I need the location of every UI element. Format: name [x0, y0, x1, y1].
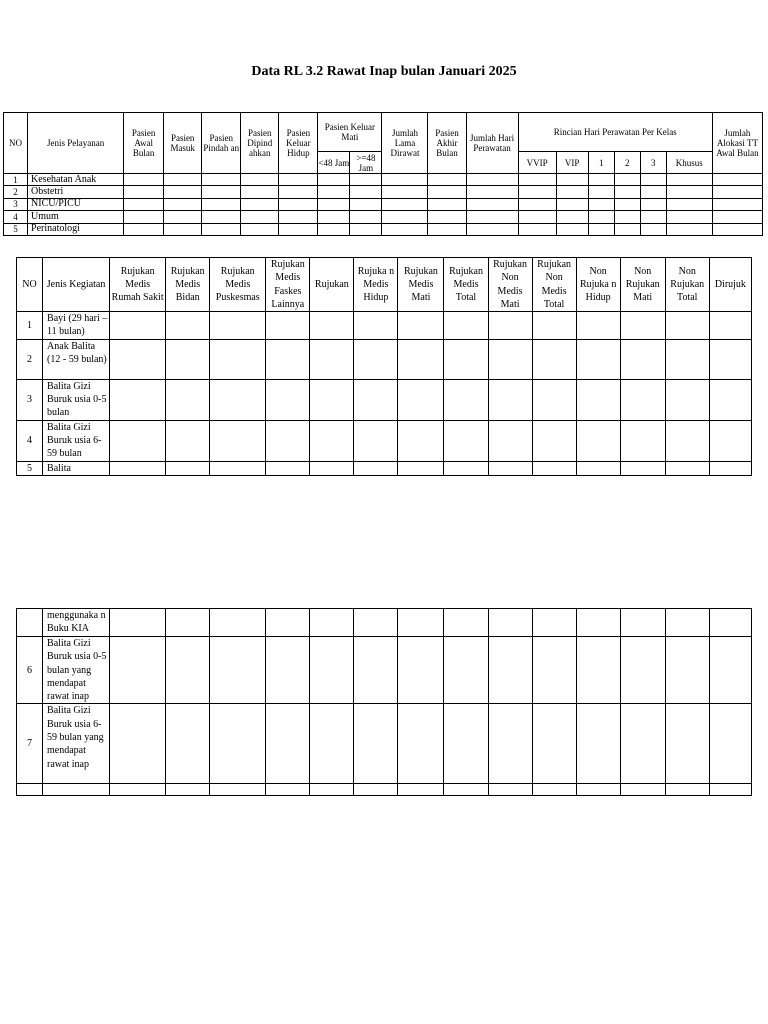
table-row	[17, 637, 752, 704]
table-row	[17, 420, 752, 461]
row-number: 5	[17, 461, 43, 475]
data-cell[interactable]	[532, 461, 576, 475]
data-cell[interactable]	[310, 420, 354, 461]
row-number: 4	[4, 211, 28, 223]
data-cell[interactable]	[350, 198, 382, 210]
data-cell[interactable]	[532, 339, 576, 379]
row-number	[17, 609, 43, 637]
data-cell[interactable]	[382, 211, 428, 223]
data-cell[interactable]	[279, 174, 318, 186]
data-cell[interactable]	[614, 198, 640, 210]
data-cell[interactable]	[444, 339, 488, 379]
data-cell[interactable]	[310, 339, 354, 379]
data-cell[interactable]	[620, 637, 665, 704]
data-cell[interactable]	[310, 609, 354, 637]
data-cell[interactable]	[466, 186, 518, 198]
data-cell[interactable]	[444, 379, 488, 420]
row-label: Balita	[43, 461, 110, 475]
data-cell[interactable]	[318, 223, 350, 235]
data-cell[interactable]	[709, 312, 751, 340]
row-label: Perinatologi	[28, 223, 124, 235]
data-cell[interactable]	[576, 784, 620, 796]
data-cell[interactable]	[202, 223, 241, 235]
data-cell[interactable]	[382, 174, 428, 186]
data-cell[interactable]	[398, 379, 444, 420]
col-jumlah-hari-perawatan: Jumlah Hari Perawatan	[466, 113, 518, 174]
data-cell[interactable]	[488, 461, 532, 475]
data-cell[interactable]	[350, 186, 382, 198]
table-row	[4, 174, 763, 186]
data-cell[interactable]	[310, 312, 354, 340]
data-cell[interactable]	[532, 312, 576, 340]
data-cell[interactable]	[488, 704, 532, 784]
data-cell[interactable]	[398, 784, 444, 796]
row-number: 7	[17, 704, 43, 784]
data-cell[interactable]	[266, 379, 310, 420]
data-cell[interactable]	[350, 174, 382, 186]
data-cell[interactable]	[665, 784, 709, 796]
data-cell[interactable]	[398, 420, 444, 461]
data-cell[interactable]	[712, 223, 762, 235]
data-cell[interactable]	[576, 461, 620, 475]
row-label: menggunaka n Buku KIA	[43, 609, 110, 637]
data-cell[interactable]	[518, 211, 556, 223]
data-cell[interactable]	[354, 704, 398, 784]
col-rujukan-non-medis-mati: Rujukan Non Medis Mati	[488, 258, 532, 312]
data-cell[interactable]	[576, 637, 620, 704]
data-cell[interactable]	[382, 186, 428, 198]
table-row	[17, 379, 752, 420]
col-kelas-vip: VIP	[556, 152, 588, 174]
data-cell[interactable]	[620, 704, 665, 784]
col-pasien-keluar-mati: Pasien Keluar Mati	[318, 113, 382, 152]
col-pasien-awal-bulan: Pasien Awal Bulan	[124, 113, 164, 174]
data-cell[interactable]	[576, 312, 620, 340]
data-cell[interactable]	[350, 211, 382, 223]
data-cell[interactable]	[428, 174, 466, 186]
data-cell[interactable]	[398, 339, 444, 379]
data-cell[interactable]	[310, 637, 354, 704]
data-cell[interactable]	[532, 379, 576, 420]
col-non-rujukan-total: Non Rujukan Total	[665, 258, 709, 312]
data-cell[interactable]	[588, 198, 614, 210]
row-label: Balita Gizi Buruk usia 0-5 bulan yang mendapat rawat inap	[43, 637, 110, 704]
col-rujukan-medis-mati: Rujukan Medis Mati	[398, 258, 444, 312]
data-cell[interactable]	[110, 339, 166, 379]
rl32-body	[4, 174, 763, 236]
data-cell[interactable]	[665, 420, 709, 461]
row-number: 2	[17, 339, 43, 379]
col-kelas-vvip: VVIP	[518, 152, 556, 174]
data-cell[interactable]	[241, 174, 279, 186]
data-cell[interactable]	[709, 784, 751, 796]
data-cell[interactable]	[279, 211, 318, 223]
col-mati-lt48: <48 Jam	[318, 152, 350, 174]
data-cell[interactable]	[266, 637, 310, 704]
rujukan-continuation-table	[16, 608, 752, 796]
col-no: NO	[17, 258, 43, 312]
data-cell[interactable]	[202, 174, 241, 186]
data-cell[interactable]	[712, 186, 762, 198]
data-cell[interactable]	[202, 211, 241, 223]
table-row	[4, 211, 763, 223]
data-cell[interactable]	[709, 461, 751, 475]
data-cell[interactable]	[709, 637, 751, 704]
data-cell[interactable]	[310, 379, 354, 420]
data-cell[interactable]	[241, 186, 279, 198]
data-cell[interactable]	[444, 637, 488, 704]
data-cell[interactable]	[428, 186, 466, 198]
row-label	[43, 784, 110, 796]
data-cell[interactable]	[164, 198, 202, 210]
col-pasien-akhir-bulan: Pasien Akhir Bulan	[428, 113, 466, 174]
data-cell[interactable]	[279, 223, 318, 235]
data-cell[interactable]	[665, 704, 709, 784]
data-cell[interactable]	[210, 420, 266, 461]
table-row	[17, 461, 752, 475]
data-cell[interactable]	[640, 186, 666, 198]
data-cell[interactable]	[488, 784, 532, 796]
data-cell[interactable]	[110, 784, 166, 796]
data-cell[interactable]	[712, 174, 762, 186]
data-cell[interactable]	[666, 211, 712, 223]
col-jenis-pelayanan: Jenis Pelayanan	[28, 113, 124, 174]
data-cell[interactable]	[354, 312, 398, 340]
data-cell[interactable]	[428, 223, 466, 235]
data-cell[interactable]	[398, 637, 444, 704]
data-cell[interactable]	[466, 174, 518, 186]
data-cell[interactable]	[164, 174, 202, 186]
data-cell[interactable]	[398, 704, 444, 784]
row-number: 3	[17, 379, 43, 420]
data-cell[interactable]	[241, 223, 279, 235]
data-cell[interactable]	[620, 339, 665, 379]
data-cell[interactable]	[110, 704, 166, 784]
data-cell[interactable]	[310, 704, 354, 784]
data-cell[interactable]	[210, 339, 266, 379]
data-cell[interactable]	[556, 211, 588, 223]
row-label: Anak Balita (12 - 59 bulan)	[43, 339, 110, 379]
data-cell[interactable]	[210, 704, 266, 784]
data-cell[interactable]	[666, 174, 712, 186]
row-number: 1	[4, 174, 28, 186]
data-cell[interactable]	[576, 420, 620, 461]
row-number: 4	[17, 420, 43, 461]
data-cell[interactable]	[428, 211, 466, 223]
data-cell[interactable]	[166, 312, 210, 340]
rujukan-body	[17, 312, 752, 476]
data-cell[interactable]	[532, 784, 576, 796]
data-cell[interactable]	[588, 186, 614, 198]
rl32-rawat-inap-table	[3, 112, 763, 236]
data-cell[interactable]	[620, 461, 665, 475]
data-cell[interactable]	[640, 211, 666, 223]
data-cell[interactable]	[466, 198, 518, 210]
row-label: Obstetri	[28, 186, 124, 198]
data-cell[interactable]	[588, 174, 614, 186]
data-cell[interactable]	[210, 609, 266, 637]
data-cell[interactable]	[398, 312, 444, 340]
data-cell[interactable]	[318, 211, 350, 223]
data-cell[interactable]	[166, 704, 210, 784]
data-cell[interactable]	[588, 223, 614, 235]
data-cell[interactable]	[620, 609, 665, 637]
data-cell[interactable]	[488, 379, 532, 420]
data-cell[interactable]	[166, 379, 210, 420]
data-cell[interactable]	[164, 211, 202, 223]
data-cell[interactable]	[665, 339, 709, 379]
col-pasien-masuk: Pasien Masuk	[164, 113, 202, 174]
data-cell[interactable]	[110, 420, 166, 461]
data-cell[interactable]	[620, 784, 665, 796]
table-row	[4, 198, 763, 210]
data-cell[interactable]	[241, 198, 279, 210]
data-cell[interactable]	[398, 609, 444, 637]
data-cell[interactable]	[124, 223, 164, 235]
data-cell[interactable]	[576, 339, 620, 379]
data-cell[interactable]	[640, 223, 666, 235]
rujukan-continuation-body	[17, 609, 752, 796]
data-cell[interactable]	[266, 420, 310, 461]
data-cell[interactable]	[166, 609, 210, 637]
data-cell[interactable]	[266, 784, 310, 796]
data-cell[interactable]	[709, 339, 751, 379]
col-non-rujukan-mati: Non Rujukan Mati	[620, 258, 665, 312]
data-cell[interactable]	[166, 339, 210, 379]
col-jumlah-alokasi-tt: Jumlah Alokasi TT Awal Bulan	[712, 113, 762, 174]
data-cell[interactable]	[398, 461, 444, 475]
col-jumlah-lama-dirawat: Jumlah Lama Dirawat	[382, 113, 428, 174]
data-cell[interactable]	[166, 461, 210, 475]
data-cell[interactable]	[266, 339, 310, 379]
col-rujukan-medis-rs: Rujukan Medis Rumah Sakit	[110, 258, 166, 312]
data-cell[interactable]	[350, 223, 382, 235]
row-label: Balita Gizi Buruk usia 6-59 bulan yang mendapat rawat inap	[43, 704, 110, 784]
data-cell[interactable]	[444, 420, 488, 461]
col-kelas-1: 1	[588, 152, 614, 174]
data-cell[interactable]	[110, 609, 166, 637]
data-cell[interactable]	[665, 637, 709, 704]
data-cell[interactable]	[488, 312, 532, 340]
col-pasien-keluar-hidup: Pasien Keluar Hidup	[279, 113, 318, 174]
data-cell[interactable]	[354, 420, 398, 461]
row-label: Bayi (29 hari – 11 bulan)	[43, 312, 110, 340]
data-cell[interactable]	[110, 379, 166, 420]
data-cell[interactable]	[354, 609, 398, 637]
table-row	[17, 339, 752, 379]
data-cell[interactable]	[354, 784, 398, 796]
row-number: 2	[4, 186, 28, 198]
row-label: NICU/PICU	[28, 198, 124, 210]
data-cell[interactable]	[712, 211, 762, 223]
data-cell[interactable]	[614, 211, 640, 223]
data-cell[interactable]	[110, 312, 166, 340]
data-cell[interactable]	[556, 198, 588, 210]
data-cell[interactable]	[310, 461, 354, 475]
data-cell[interactable]	[466, 223, 518, 235]
data-cell[interactable]	[354, 379, 398, 420]
row-number: 1	[17, 312, 43, 340]
col-jenis-kegiatan: Jenis Kegiatan	[43, 258, 110, 312]
data-cell[interactable]	[665, 379, 709, 420]
data-cell[interactable]	[124, 174, 164, 186]
row-label: Balita Gizi Buruk usia 6-59 bulan	[43, 420, 110, 461]
data-cell[interactable]	[665, 461, 709, 475]
col-rujukan-medis-total: Rujukan Medis Total	[444, 258, 488, 312]
data-cell[interactable]	[712, 198, 762, 210]
data-cell[interactable]	[210, 637, 266, 704]
data-cell[interactable]	[488, 609, 532, 637]
data-cell[interactable]	[666, 223, 712, 235]
data-cell[interactable]	[166, 784, 210, 796]
table-row	[17, 312, 752, 340]
col-no: NO	[4, 113, 28, 174]
data-cell[interactable]	[640, 174, 666, 186]
row-number: 5	[4, 223, 28, 235]
data-cell[interactable]	[266, 461, 310, 475]
data-cell[interactable]	[318, 186, 350, 198]
data-cell[interactable]	[576, 609, 620, 637]
data-cell[interactable]	[518, 223, 556, 235]
col-kelas-2: 2	[614, 152, 640, 174]
col-rujukan-medis-hidup: Rujuka n Medis Hidup	[354, 258, 398, 312]
data-cell[interactable]	[202, 186, 241, 198]
data-cell[interactable]	[382, 223, 428, 235]
data-cell[interactable]	[666, 198, 712, 210]
data-cell[interactable]	[444, 461, 488, 475]
data-cell[interactable]	[709, 420, 751, 461]
data-cell[interactable]	[576, 379, 620, 420]
data-cell[interactable]	[666, 186, 712, 198]
data-cell[interactable]	[709, 704, 751, 784]
table-row	[17, 609, 752, 637]
data-cell[interactable]	[354, 339, 398, 379]
data-cell[interactable]	[620, 420, 665, 461]
data-cell[interactable]	[466, 211, 518, 223]
col-rujukan: Rujukan	[310, 258, 354, 312]
data-cell[interactable]	[444, 312, 488, 340]
table-row	[17, 784, 752, 796]
data-cell[interactable]	[444, 609, 488, 637]
data-cell[interactable]	[444, 784, 488, 796]
data-cell[interactable]	[266, 609, 310, 637]
col-non-rujukan-hidup: Non Rujuka n Hidup	[576, 258, 620, 312]
col-rincian-hari-perawatan: Rincian Hari Perawatan Per Kelas	[518, 113, 712, 152]
data-cell[interactable]	[532, 609, 576, 637]
col-rujukan-medis-faskes: Rujukan Medis Faskes Lainnya	[266, 258, 310, 312]
row-number: 6	[17, 637, 43, 704]
data-cell[interactable]	[532, 420, 576, 461]
row-label: Kesehatan Anak	[28, 174, 124, 186]
data-cell[interactable]	[556, 174, 588, 186]
data-cell[interactable]	[518, 198, 556, 210]
row-label: Umum	[28, 211, 124, 223]
table-row	[4, 223, 763, 235]
col-rujukan-non-medis-total: Rujukan Non Medis Total	[532, 258, 576, 312]
data-cell[interactable]	[210, 312, 266, 340]
row-number: 3	[4, 198, 28, 210]
data-cell[interactable]	[640, 198, 666, 210]
data-cell[interactable]	[110, 637, 166, 704]
data-cell[interactable]	[164, 223, 202, 235]
data-cell[interactable]	[266, 704, 310, 784]
data-cell[interactable]	[318, 198, 350, 210]
data-cell[interactable]	[166, 420, 210, 461]
col-rujukan-medis-bidan: Rujukan Medis Bidan	[166, 258, 210, 312]
data-cell[interactable]	[279, 186, 318, 198]
data-cell[interactable]	[576, 704, 620, 784]
data-cell[interactable]	[556, 186, 588, 198]
page-title: Data RL 3.2 Rawat Inap bulan Januari 2025	[251, 64, 517, 79]
data-cell[interactable]	[310, 784, 354, 796]
data-cell[interactable]	[444, 704, 488, 784]
data-cell[interactable]	[614, 174, 640, 186]
data-cell[interactable]	[709, 379, 751, 420]
data-cell[interactable]	[164, 186, 202, 198]
data-cell[interactable]	[124, 186, 164, 198]
data-cell[interactable]	[266, 312, 310, 340]
data-cell[interactable]	[518, 174, 556, 186]
data-cell[interactable]	[532, 637, 576, 704]
data-cell[interactable]	[488, 339, 532, 379]
data-cell[interactable]	[428, 198, 466, 210]
data-cell[interactable]	[518, 186, 556, 198]
data-cell[interactable]	[532, 704, 576, 784]
data-cell[interactable]	[354, 637, 398, 704]
data-cell[interactable]	[709, 609, 751, 637]
data-cell[interactable]	[588, 211, 614, 223]
col-dirujuk: Dirujuk	[709, 258, 751, 312]
col-pasien-pindahan: Pasien Pindah an	[202, 113, 241, 174]
table-row	[4, 186, 763, 198]
data-cell[interactable]	[210, 461, 266, 475]
data-cell[interactable]	[124, 211, 164, 223]
data-cell[interactable]	[614, 223, 640, 235]
data-cell[interactable]	[614, 186, 640, 198]
col-kelas-3: 3	[640, 152, 666, 174]
col-rujukan-medis-puskesmas: Rujukan Medis Puskesmas	[210, 258, 266, 312]
data-cell[interactable]	[166, 637, 210, 704]
data-cell[interactable]	[665, 609, 709, 637]
data-cell[interactable]	[124, 198, 164, 210]
data-cell[interactable]	[556, 223, 588, 235]
rujukan-table	[16, 257, 752, 476]
data-cell[interactable]	[382, 198, 428, 210]
col-pasien-dipindahkan: Pasien Dipind ahkan	[241, 113, 279, 174]
data-cell[interactable]	[354, 461, 398, 475]
data-cell[interactable]	[318, 174, 350, 186]
data-cell[interactable]	[620, 312, 665, 340]
data-cell[interactable]	[241, 211, 279, 223]
data-cell[interactable]	[665, 312, 709, 340]
data-cell[interactable]	[210, 784, 266, 796]
data-cell[interactable]	[488, 637, 532, 704]
data-cell[interactable]	[620, 379, 665, 420]
data-cell[interactable]	[488, 420, 532, 461]
data-cell[interactable]	[279, 198, 318, 210]
data-cell[interactable]	[210, 379, 266, 420]
data-cell[interactable]	[110, 461, 166, 475]
row-number	[17, 784, 43, 796]
col-mati-ge48: >=48 Jam	[350, 152, 382, 174]
table-row	[17, 704, 752, 784]
col-kelas-khusus: Khusus	[666, 152, 712, 174]
row-label: Balita Gizi Buruk usia 0-5 bulan	[43, 379, 110, 420]
data-cell[interactable]	[202, 198, 241, 210]
